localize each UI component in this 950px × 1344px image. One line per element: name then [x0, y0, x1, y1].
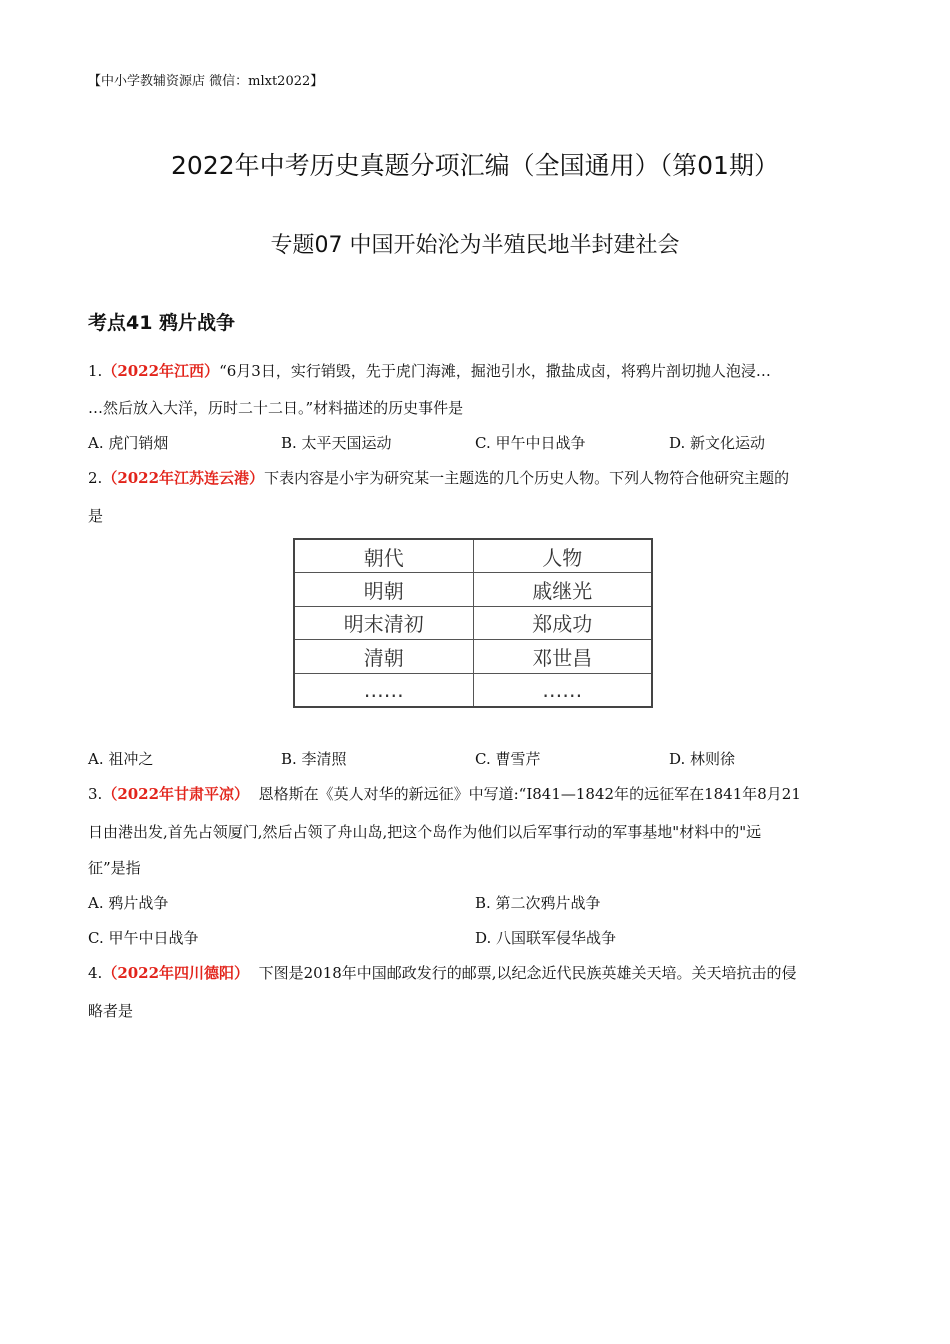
question-2-option-b: B. 李清照 — [281, 750, 347, 768]
question-1-option-d: D. 新文化运动 — [669, 434, 766, 452]
question-4-stem: 下图是2018年中国邮政发行的邮票,以纪念近代民族英雄关天培。关天培抗击的侵 — [258, 964, 797, 982]
table-cell: …… — [473, 673, 652, 707]
question-4-line-1 — [88, 963, 797, 983]
table-cell: 明末清初 — [294, 606, 473, 639]
question-1-option-a: A. 虎门销烟 — [88, 434, 169, 452]
table-cell: 戚继光 — [473, 573, 652, 606]
question-1-line-2: …然后放入大洋，历时二十二日。”材料描述的历史事件是 — [88, 399, 464, 417]
question-3-option-c: C. 甲午中日战争 — [88, 929, 199, 947]
question-3-line-1 — [88, 784, 801, 804]
question-3-number: 3. — [88, 785, 103, 803]
question-2-stem: 下表内容是小宇为研究某一主题选的几个历史人物。下列人物符合他研究主题的 — [264, 469, 790, 487]
table-row — [294, 640, 652, 673]
question-4-number: 4. — [88, 964, 103, 982]
topic-title: 专题07 中国开始沦为半殖民地半封建社会 — [270, 233, 680, 258]
question-2-option-d: D. 林则徐 — [669, 750, 736, 768]
question-2-line-2: 是 — [88, 507, 104, 525]
question-3-source: （2022年甘肃平凉） — [102, 785, 250, 803]
header-note: 【中小学教辅资源店 微信：mlxt2022】 — [88, 74, 324, 89]
question-1-option-b: B. 太平天国运动 — [281, 434, 392, 452]
table-row — [294, 606, 652, 639]
question-2-line-1 — [88, 468, 789, 488]
question-1-source: （2022年江西） — [102, 362, 220, 380]
table-header-row — [294, 539, 652, 573]
question-3-line-2: 日由港出发,首先占领厦门,然后占领了舟山岛,把这个岛作为他们以后军事行动的军事基地"材料中的"远 — [88, 823, 762, 841]
question-3-option-a: A. 鸦片战争 — [88, 894, 169, 912]
question-2-option-a: A. 祖冲之 — [88, 750, 154, 768]
table-header-cell: 朝代 — [294, 539, 473, 573]
question-4-line-2: 略者是 — [88, 1002, 134, 1020]
question-3-stem: 恩格斯在《英人对华的新远征》中写道:“I841—1842年的远征军在1841年8月21 — [258, 785, 801, 803]
table-cell: 邓世昌 — [473, 640, 652, 673]
question-3-option-d: D. 八国联军侵华战争 — [475, 929, 617, 947]
question-3-line-3: 征”是指 — [88, 859, 141, 877]
question-1-option-c: C. 甲午中日战争 — [475, 434, 586, 452]
question-3-option-b: B. 第二次鸦片战争 — [475, 894, 601, 912]
table-row — [294, 673, 652, 707]
question-4-source: （2022年四川德阳） — [102, 964, 250, 982]
question-1-stem: “6月3日，实行销毁，先于虎门海滩，掘池引水，撒盐成卤，将鸦片剖切抛人泡浸… — [219, 362, 771, 380]
section-heading: 考点41 鸦片战争 — [88, 312, 236, 334]
question-2-source: （2022年江苏连云港） — [102, 469, 265, 487]
table-cell: 明朝 — [294, 573, 473, 606]
table-header-cell: 人物 — [473, 539, 652, 573]
document-title: 2022年中考历史真题分项汇编（全国通用）（第01期） — [171, 151, 779, 180]
table-row — [294, 573, 652, 606]
question-1-number: 1. — [88, 362, 103, 380]
table-cell: …… — [294, 673, 473, 707]
figures-table — [293, 538, 653, 708]
table-cell: 清朝 — [294, 640, 473, 673]
table-cell: 郑成功 — [473, 606, 652, 639]
question-2-option-c: C. 曹雪芹 — [475, 750, 541, 768]
question-1-line-1 — [88, 361, 771, 381]
question-2-number: 2. — [88, 469, 103, 487]
